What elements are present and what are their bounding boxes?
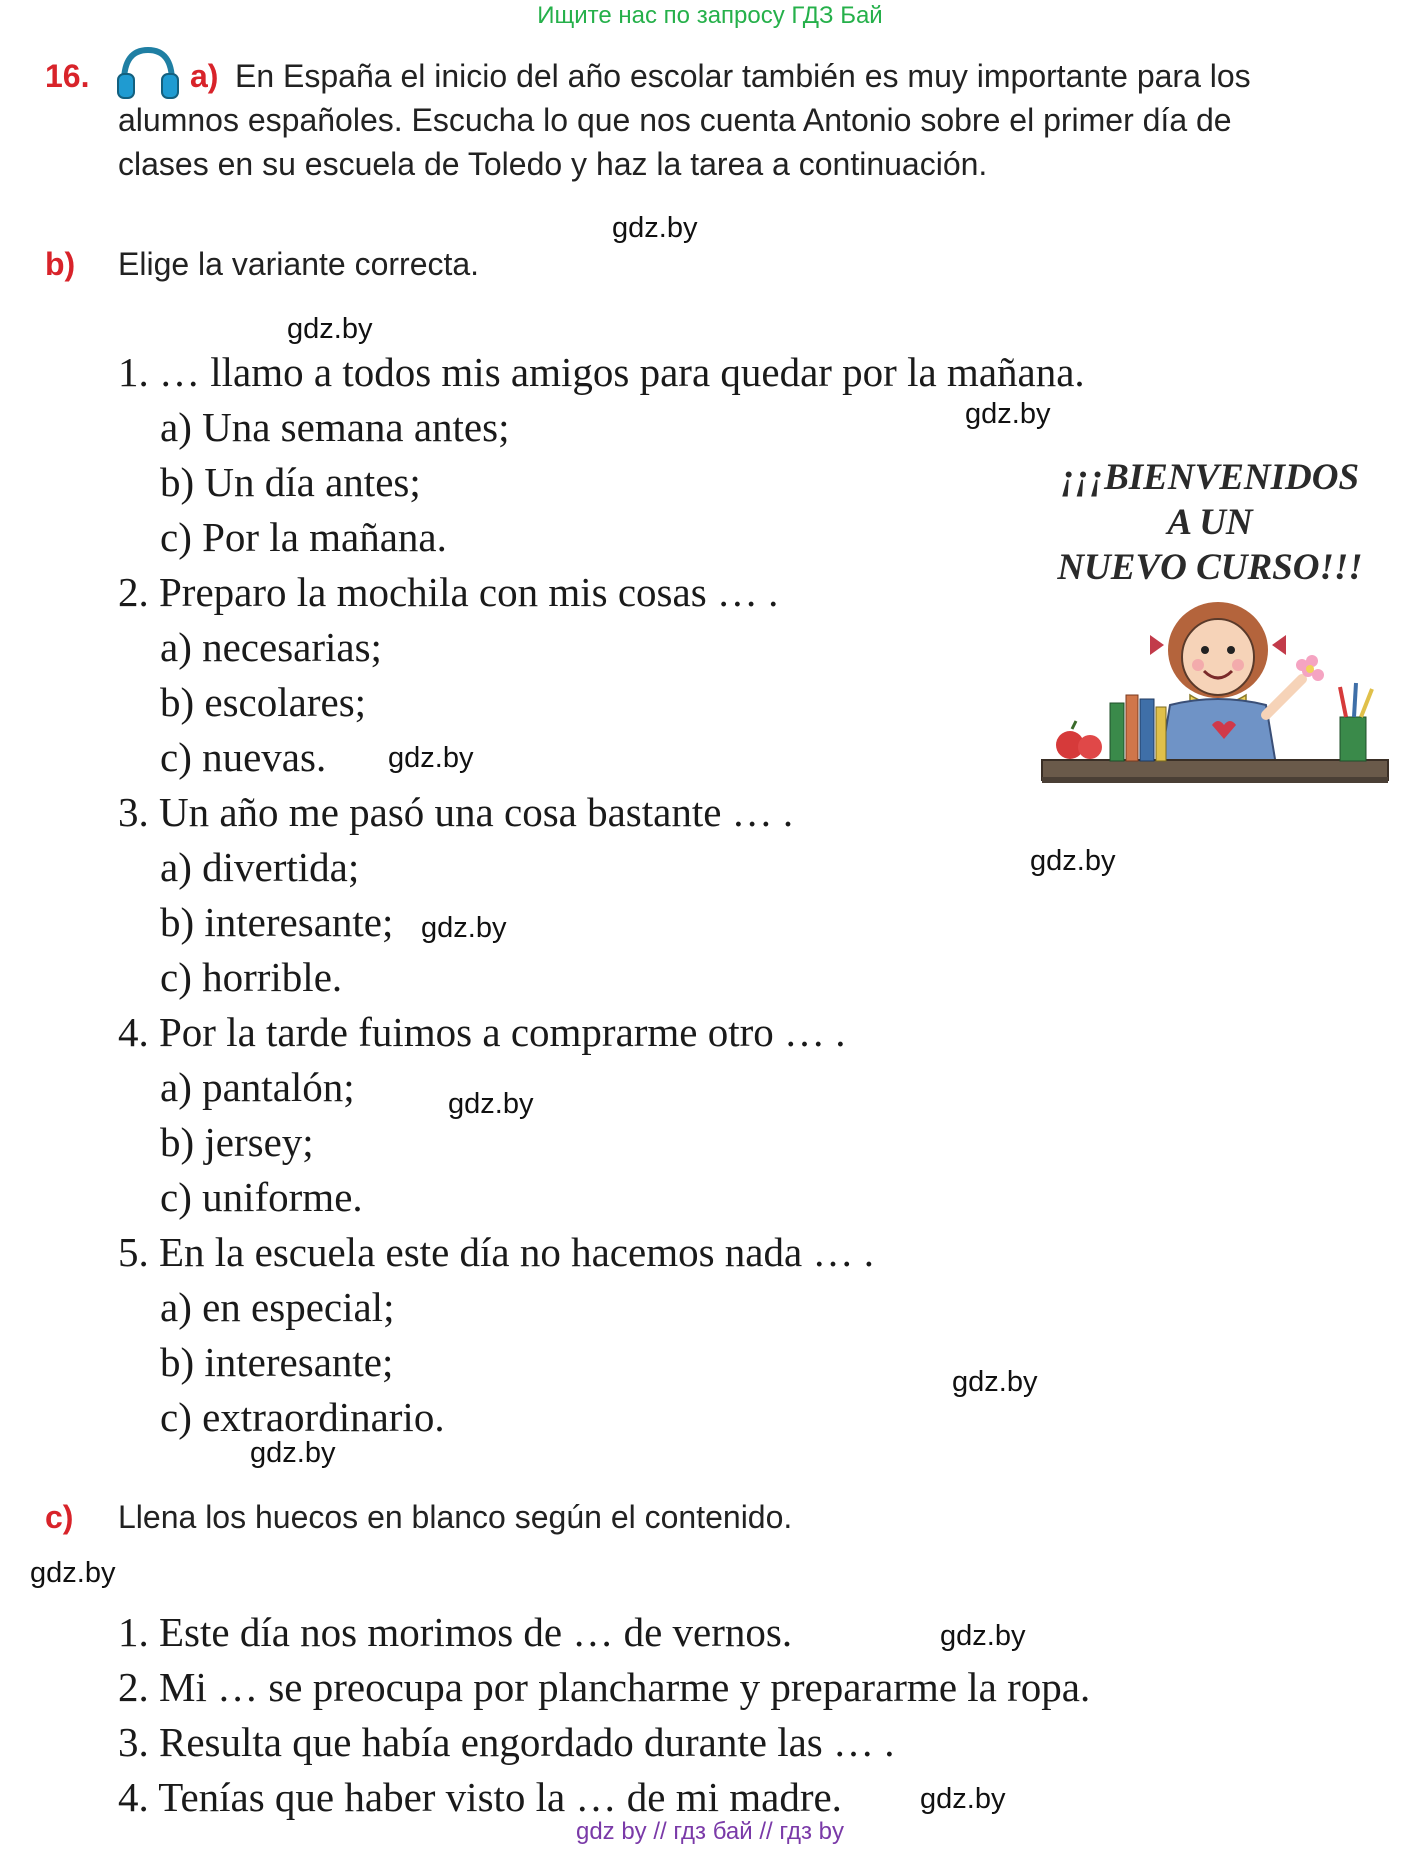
question-4: 4. Por la tarde fuimos a comprarme otro … . — [118, 1009, 846, 1055]
watermark: gdz.by — [30, 1557, 116, 1589]
intro-line-2: alumnos españoles. Escucha lo que nos cuenta Antonio sobre el primer día de — [118, 102, 1232, 138]
watermark: gdz.by — [920, 1783, 1006, 1815]
fill-item-2: 2. Mi … se preocupa por plancharme y prepararme la ropa. — [118, 1664, 1091, 1710]
fill-item-1: 1. Este día nos morimos de … de vernos. — [118, 1609, 793, 1655]
part-b-label: b) — [45, 246, 76, 282]
footer-links[interactable]: gdz by // гдз бай // гдз by — [575, 1818, 845, 1845]
headphones-icon — [116, 44, 180, 102]
question-1: 1. … llamo a todos mis amigos para quedar por la mañana. — [118, 349, 1085, 395]
question-5: 5. En la escuela este día no hacemos nada … . — [118, 1229, 874, 1275]
part-b-instruction: Elige la variante correcta. — [118, 246, 480, 282]
intro-line-1: En España el inicio del año escolar también es muy importante para los — [235, 58, 1251, 94]
task-number: 16. — [45, 58, 90, 94]
part-c-instruction: Llena los huecos en blanco según el contenido. — [118, 1499, 793, 1535]
watermark: gdz.by — [448, 1088, 534, 1120]
intro-line-3: clases en su escuela de Toledo y haz la tarea a continuación. — [118, 146, 988, 182]
question-2-option-c: c) nuevas. — [160, 734, 327, 780]
question-3: 3. Un año me pasó una cosa bastante … . — [118, 789, 794, 835]
watermark: gdz.by — [287, 313, 373, 345]
watermark: gdz.by — [940, 1620, 1026, 1652]
watermark: gdz.by — [388, 742, 474, 774]
watermark: gdz.by — [965, 398, 1051, 430]
question-4-option-c: c) uniforme. — [160, 1174, 363, 1220]
question-5-option-b: b) interesante; — [160, 1339, 394, 1385]
watermark: gdz.by — [952, 1366, 1038, 1398]
part-c-label: c) — [45, 1499, 74, 1535]
question-2-option-a: a) necesarias; — [160, 624, 382, 670]
question-2-option-b: b) escolares; — [160, 679, 367, 725]
fill-item-3: 3. Resulta que había engordado durante las … . — [118, 1719, 895, 1765]
watermark: gdz.by — [612, 212, 698, 244]
question-1-option-c: c) Por la mañana. — [160, 514, 447, 560]
welcome-sign-line: ¡¡¡BIENVENIDOS — [1060, 457, 1360, 498]
top-banner[interactable]: Ищите нас по запросу ГДЗ Бай — [537, 2, 883, 29]
welcome-sign-line: NUEVO CURSO!!! — [1057, 547, 1363, 588]
question-3-option-a: a) divertida; — [160, 844, 360, 890]
question-3-option-c: c) horrible. — [160, 954, 343, 1000]
welcome-sign-line: A UN — [1167, 502, 1253, 543]
question-5-option-a: a) en especial; — [160, 1284, 395, 1330]
fill-item-4: 4. Tenías que haber visto la … de mi madre. — [118, 1774, 842, 1820]
watermark: gdz.by — [250, 1437, 336, 1469]
watermark: gdz.by — [1030, 845, 1116, 877]
question-3-option-b: b) interesante; — [160, 899, 394, 945]
question-4-option-b: b) jersey; — [160, 1119, 314, 1165]
question-2: 2. Preparo la mochila con mis cosas … . — [118, 569, 779, 615]
question-1-option-a: a) Una semana antes; — [160, 404, 510, 450]
part-a-label: a) — [190, 58, 219, 94]
question-4-option-a: a) pantalón; — [160, 1064, 355, 1110]
question-5-option-c: c) extraordinario. — [160, 1394, 445, 1440]
question-1-option-b: b) Un día antes; — [160, 459, 421, 505]
girl-at-desk-illustration — [1040, 595, 1390, 795]
watermark: gdz.by — [421, 912, 507, 944]
welcome-sign — [1035, 455, 1385, 590]
